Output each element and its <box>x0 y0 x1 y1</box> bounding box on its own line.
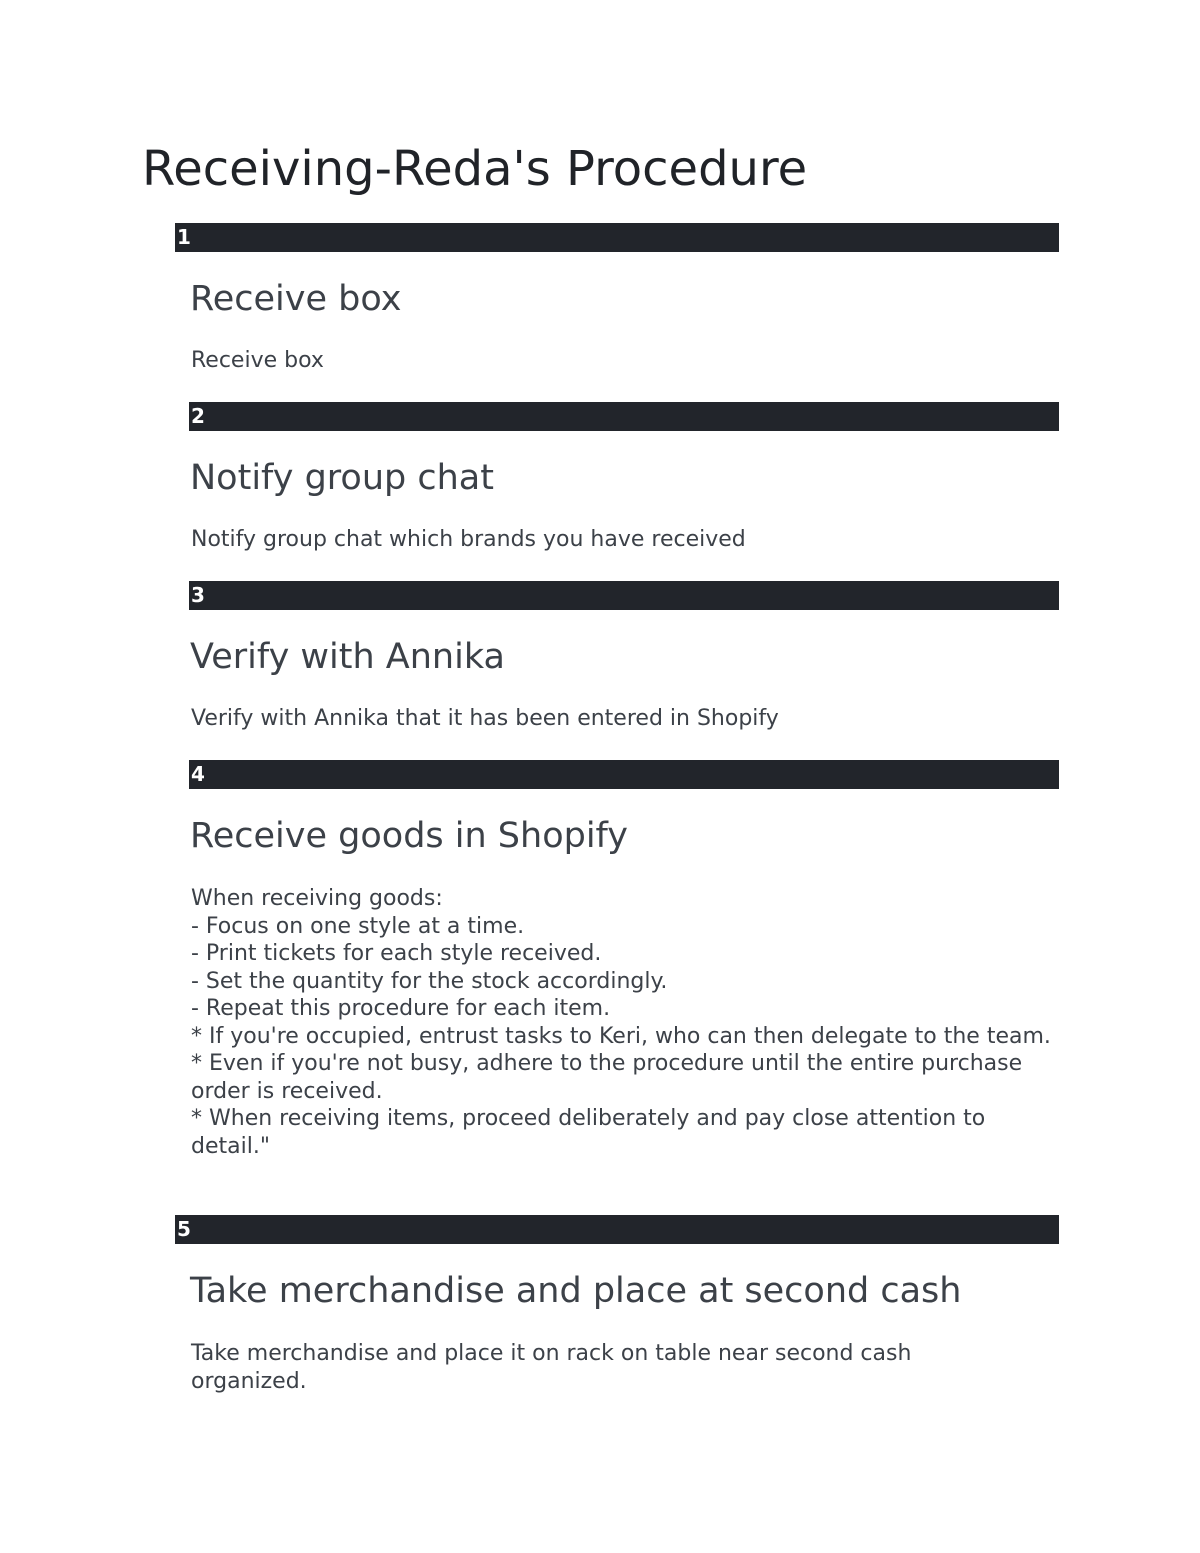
step-4-number-bar: 4 <box>189 760 1059 789</box>
step-4-body-line: - Repeat this procedure for each item. <box>191 996 611 1021</box>
step-2-body <box>191 526 1051 554</box>
step-5-body <box>191 1340 991 1395</box>
step-4-heading: Receive goods in Shopify <box>190 816 628 856</box>
step-4-body-line: When receiving goods: <box>191 886 443 911</box>
step-4-body-line: - Focus on one style at a time. <box>191 913 525 939</box>
step-5-body-line: Take merchandise and place it on rack on table near second cash organized. <box>191 1341 912 1394</box>
step-3-body <box>191 705 1051 733</box>
step-5-heading: Take merchandise and place at second cash <box>190 1271 962 1311</box>
step-3-body-line: Verify with Annika that it has been entered in Shopify <box>191 706 779 731</box>
step-4-body-line: * Even if you're not busy, adhere to the procedure until the entire purchase order is received. <box>191 1051 1023 1104</box>
step-3-heading: Verify with Annika <box>190 637 505 677</box>
step-4-body-line: * If you're occupied, entrust tasks to Keri, who can then delegate to the team. <box>191 1023 1051 1049</box>
step-5-number-bar: 5 <box>175 1215 1059 1244</box>
step-4-body-line: - Set the quantity for the stock accordingly. <box>191 968 668 994</box>
step-1-number-bar: 1 <box>175 223 1059 252</box>
step-2-heading: Notify group chat <box>190 458 494 498</box>
step-3-number-bar: 3 <box>189 581 1059 610</box>
step-1-heading: Receive box <box>190 279 402 319</box>
step-2-body-line: Notify group chat which brands you have received <box>191 527 746 552</box>
step-4-body-line: * When receiving items, proceed deliberately and pay close attention to detail." <box>191 1106 986 1159</box>
page-title: Receiving-Reda's Procedure <box>142 141 808 197</box>
step-4-body-line: - Print tickets for each style received. <box>191 941 602 966</box>
step-1-body <box>191 347 1051 375</box>
step-4-body <box>191 885 1051 1160</box>
step-2-number-bar: 2 <box>189 402 1059 431</box>
step-1-body-line: Receive box <box>191 348 324 373</box>
